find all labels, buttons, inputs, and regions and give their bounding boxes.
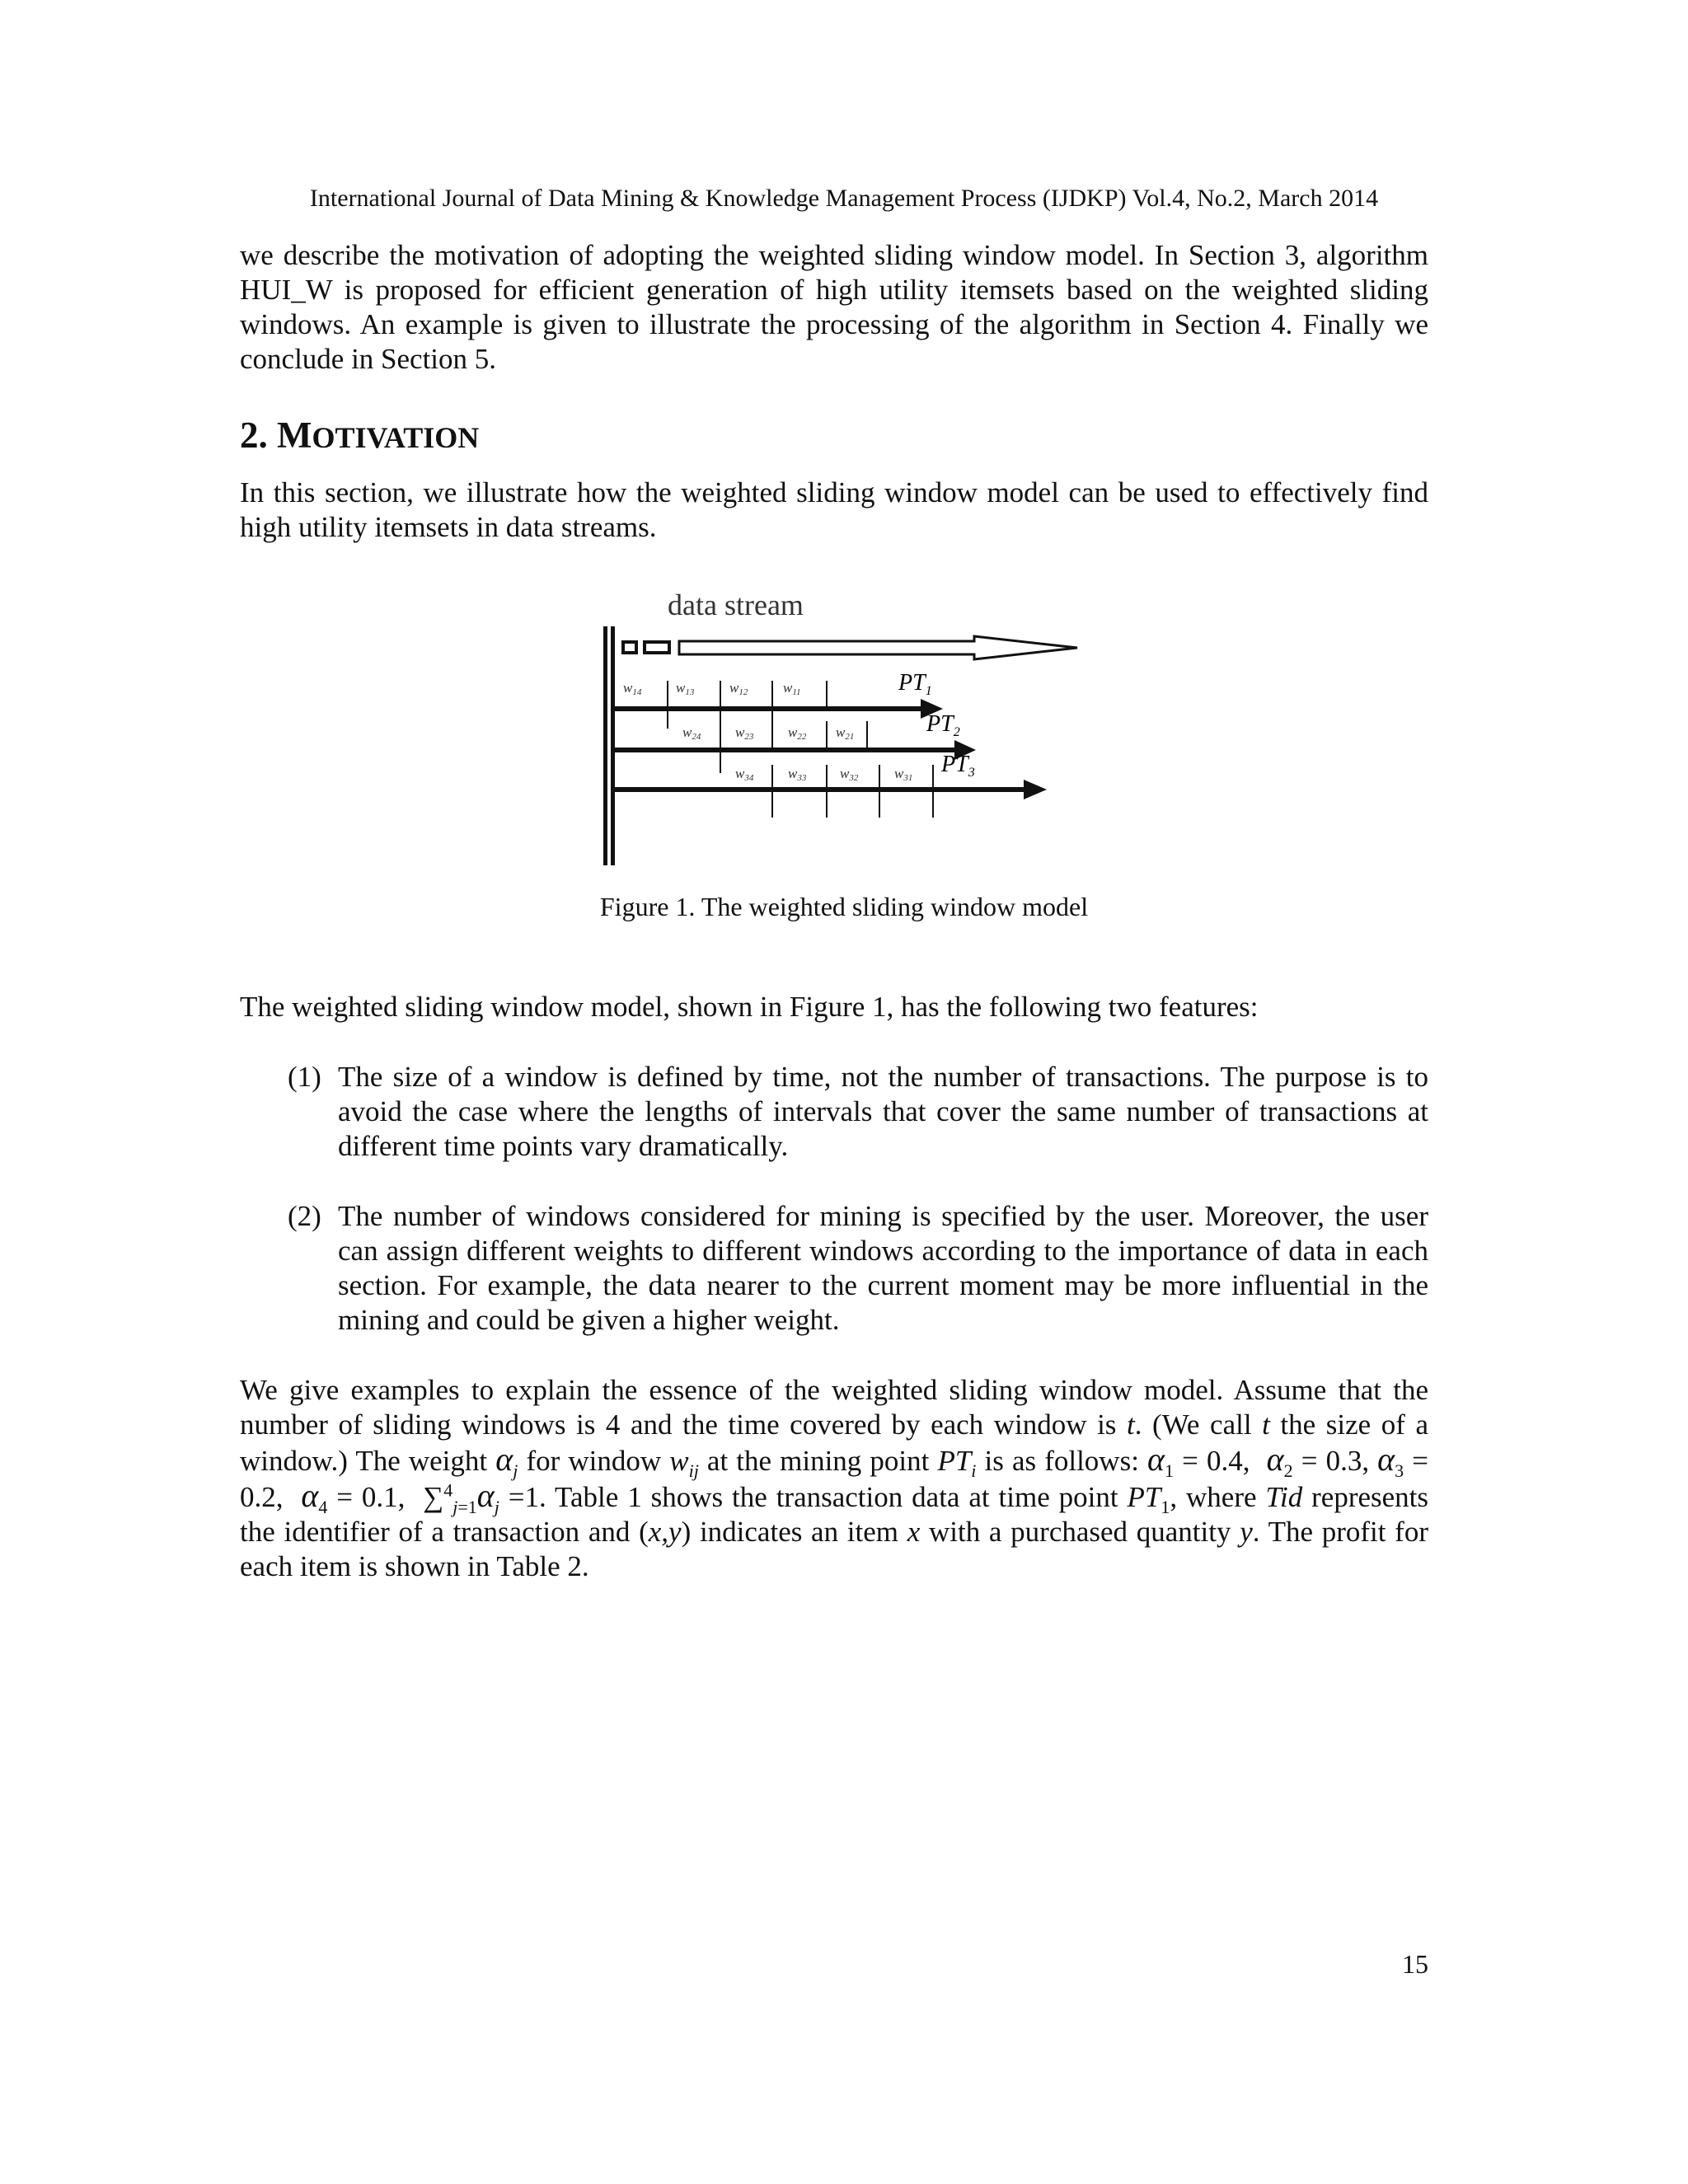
- section-title-rest: OTIVATION: [312, 421, 480, 454]
- window-w11: w11: [783, 680, 801, 697]
- window-w14: w14: [623, 680, 642, 697]
- feature-text: The number of windows considered for mining is specified by the user. Moreover, the user can assign different weights to different windows according to the importance of data in each section. For example, the data nearer to the current moment may be more influential in the mining and could be given a higher weight.: [338, 1200, 1428, 1336]
- motivation-paragraph: In this section, we illustrate how the weighted sliding window model can be used to effectively find high utility itemsets in data streams.: [240, 476, 1428, 543]
- examples-paragraph: We give examples to explain the essence of the weighted sliding window model. Assume that the number of sliding windows is 4 and the time covered by each window is t. (We call t the size of a window.) The weight $\alpha_j$ for window $w_{ij}$ at the mining point $PT_i$ is as follows: $\alpha_1 = 0.4$, $\alpha_2 = 0.3$, $\alpha_3 = 0.2$, $\alpha_4 = 0.1$, $\sum^4_{j=1}\alpha_j =1$. Table 1 shows the transaction data at time point $PT_1$, where Tid represents the identifier of a transaction and (x,y) indicates an item x with a purchased quantity y. The profit for each item is shown in Table 2.: [240, 1374, 1429, 1582]
- feature-item-1: [288, 1060, 1428, 1164]
- pt2-label: $PT_2$: [926, 711, 960, 739]
- section-title-first: M: [277, 415, 312, 456]
- pt1-label: $PT_1$: [898, 670, 932, 698]
- alpha-j-sum-symbol: α: [476, 1477, 495, 1514]
- figure-1: [587, 577, 1098, 874]
- window-w32: w32: [840, 766, 859, 783]
- running-header: International Journal of Data Mining & Knowledge Management Process (IJDKP) Vol.4, No.2, March 2014: [309, 185, 1379, 212]
- window-w34: w34: [735, 766, 754, 783]
- feature-item-2: [288, 1199, 1428, 1338]
- window-w22: w22: [788, 724, 807, 742]
- window-w31: w31: [894, 766, 913, 783]
- window-w21: w21: [836, 724, 855, 742]
- pt3-label: $PT_3$: [941, 752, 975, 780]
- base-bar-left: [603, 626, 607, 865]
- section-heading: [240, 414, 1428, 457]
- feature-number: (2): [288, 1200, 321, 1232]
- intro-paragraph: we describe the motivation of adopting the weighted sliding window model. In Section 3, algorithm HUI_W is proposed for efficient generation of high utility itemsets based on the weighted sliding windows. An example is given to illustrate the processing of the algorithm in Section 4. Finally we conclude in Section 5.: [240, 239, 1428, 375]
- feature-number: (1): [288, 1061, 321, 1093]
- data-stream-arrow: [679, 636, 1077, 659]
- page-number: 15: [1402, 1949, 1428, 1979]
- alpha-3-symbol: α: [1377, 1441, 1395, 1478]
- alpha-4-symbol: α: [301, 1477, 319, 1514]
- alpha-1-symbol: α: [1147, 1441, 1165, 1478]
- base-bar-right: [611, 626, 615, 865]
- section-number: 2.: [240, 415, 268, 456]
- sliding-window-diagram: [587, 577, 1098, 874]
- window-w12: w12: [729, 680, 748, 697]
- window-w33: w33: [788, 766, 807, 783]
- alpha-2-symbol: α: [1266, 1441, 1284, 1478]
- pt3-arrowhead: [1024, 780, 1047, 799]
- window-w24: w24: [682, 724, 701, 742]
- window-w13: w13: [676, 680, 695, 697]
- stream-label: data stream: [668, 588, 804, 621]
- features-intro: The weighted sliding window model, shown in Figure 1, has the following two features:: [240, 991, 1259, 1023]
- stream-box-2: [645, 642, 669, 653]
- alpha-j-symbol: α: [495, 1441, 513, 1478]
- stream-box-1: [623, 642, 636, 653]
- window-w23: w23: [735, 724, 754, 742]
- feature-text: The size of a window is defined by time, not the number of transactions. The purpose is to avoid the case where the lengths of intervals that cover the same number of transactions at different time points vary dramatically.: [338, 1061, 1428, 1162]
- figure-caption: Figure 1. The weighted sliding window model: [599, 892, 1089, 921]
- sum-symbol: ∑$^4_{j=1}$: [423, 1479, 477, 1517]
